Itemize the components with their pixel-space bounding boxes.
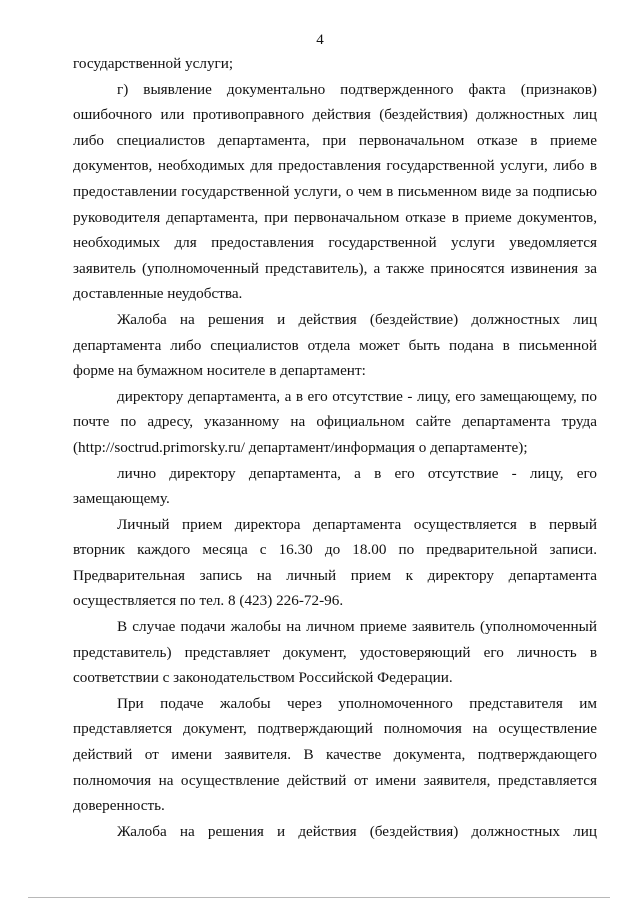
scan-edge-line	[28, 897, 610, 898]
paragraph-item-g: г) выявление документально подтвержденного факта (признаков) ошибочного или противоправного действия (бездействия) должностных лиц либо специалистов департамента, при первоначальном отказе в приеме документов, необходимых для предоставления государственной услуги, либо в предоставлении государственной услуги, о чем в письменном виде за подписью руководителя департамента, при первоначальном отказе в приеме документов, необходимых для предоставления государственной услуги уведомляется заявитель (уполномоченный представитель), а также приносятся извинения за доставленные неудобства.	[73, 80, 597, 303]
paragraph-complaint-submission: Жалоба на решения и действия (бездействие) должностных лиц департамента либо специалистов отдела может быть подана в письменной форме на бумажном носителе в департамент:	[73, 310, 597, 380]
paragraph-in-person: лично директору департамента, а в его отсутствие - лицу, его замещающему.	[73, 464, 597, 508]
paragraph-complaint-continued: Жалоба на решения и действия (бездействия) должностных лиц	[117, 822, 597, 840]
paragraph-continuation: государственной услуги;	[73, 55, 234, 72]
paragraph-representative: При подаче жалобы через уполномоченного представителя им представляется документ, подтверждающий полномочия на осуществление действий от имени заявителя. В качестве документа, подтверждающего полномочия на осуществление действий от имени заявителя, представляется доверенность.	[73, 694, 597, 815]
paragraph-reception-hours: Личный прием директора департамента осуществляется в первый вторник каждого месяца с 16.30 до 18.00 по предварительной записи. Предварительная запись на личный прием к директору департамента осуществляется по тел. 8 (423) 226-72-96.	[73, 515, 597, 610]
body-text	[73, 51, 597, 844]
page-number: 4	[316, 32, 324, 48]
paragraph-by-mail: директору департамента, а в его отсутствие - лицу, его замещающему, по почте по адресу, указанному на официальном сайте департамента труда (http://soctrud.primorsky.ru/ департамент/информация о департаменте);	[73, 387, 597, 456]
paragraph-identity-document: В случае подачи жалобы на личном приеме заявитель (уполномоченный представитель) представляет документ, удостоверяющий его личность в соответствии с законодательством Российской Федерации.	[73, 618, 597, 687]
